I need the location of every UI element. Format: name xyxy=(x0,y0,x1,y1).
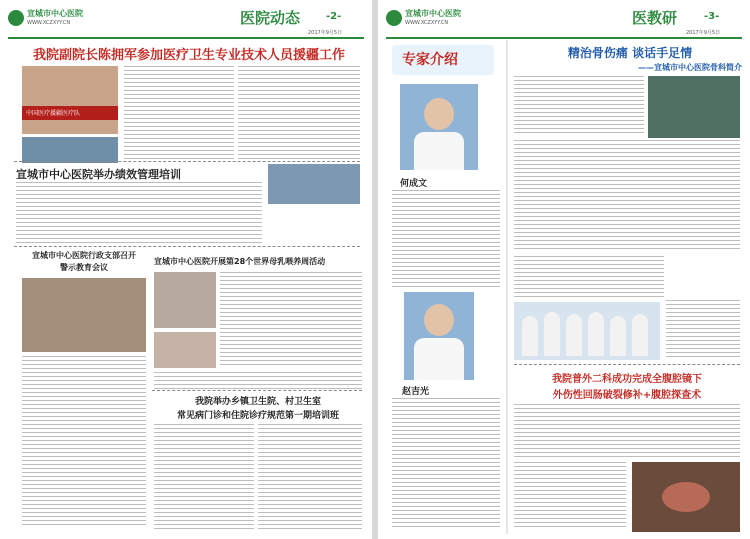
article-rural-col1 xyxy=(154,424,254,532)
hospital-logo xyxy=(386,8,478,32)
photo-laparoscopy xyxy=(632,462,740,532)
section-title: 医教研 xyxy=(632,9,678,27)
expert-title-box xyxy=(392,45,494,75)
logo-icon xyxy=(386,10,402,26)
headline-laparoscopy-2: 外伤性回肠破裂修补+腹腔探查术 xyxy=(552,390,702,401)
logo-name: 宣城市中心医院 xyxy=(27,9,83,18)
headline-aid-xinjiang: 我院副院长陈拥军参加医疗卫生专业技术人员援疆工作 xyxy=(32,48,345,63)
article-performance xyxy=(16,182,262,246)
issue-date: 2017年9月5日 xyxy=(308,30,343,36)
page-number: -3- xyxy=(704,11,720,22)
expert-bio-zhao xyxy=(392,398,500,532)
headline-rural-training-1: 我院举办乡镇卫生院、村卫生室 xyxy=(194,397,321,407)
headline-warning-meeting-2: 警示教育会议 xyxy=(60,263,108,272)
photo-warning-meeting xyxy=(22,278,146,352)
expert-name-he: 何成文 xyxy=(400,179,428,189)
article-laparoscopy-end xyxy=(514,462,626,532)
article-laparoscopy-body xyxy=(514,404,740,460)
hospital-logo xyxy=(8,8,100,32)
headline-warning-meeting-1: 宣城市中心医院行政支部召开 xyxy=(32,251,136,260)
divider xyxy=(514,364,740,365)
photo-breastfeeding-2 xyxy=(154,332,216,368)
photo-expert-zhao xyxy=(404,292,474,380)
article-breastfeeding xyxy=(220,272,362,368)
photo-banner-text: 中国医疗援疆医疗队 xyxy=(26,110,81,117)
article-rural-col2 xyxy=(258,424,362,532)
article-aid-col1 xyxy=(124,66,234,162)
column-divider xyxy=(506,40,508,534)
article-ortho-awards xyxy=(514,256,664,300)
article-warning-meeting xyxy=(22,356,146,532)
headline-orthopedics-subtitle: ——宣城市中心医院骨科简介 xyxy=(638,63,742,72)
photo-ortho-surgery xyxy=(648,76,740,138)
headline-rural-training-2: 常见病门诊和住院诊疗规范第一期培训班 xyxy=(176,411,339,421)
photo-aid-team xyxy=(22,66,118,134)
photo-training-hall xyxy=(268,164,360,204)
expert-section-title: 专家介绍 xyxy=(402,52,458,68)
expert-bio-he xyxy=(392,190,500,290)
logo-url: WWW.XCZXYY.CN xyxy=(405,20,449,26)
issue-date: 2017年9月5日 xyxy=(686,30,721,36)
article-ortho-body xyxy=(514,140,740,252)
headline-performance-training: 宣城市中心医院举办绩效管理培训 xyxy=(16,168,181,181)
masthead-left xyxy=(8,6,364,36)
page-number: -2- xyxy=(326,11,342,22)
headline-orthopedics: 精治骨伤痛 谈话手足情 xyxy=(567,46,693,60)
divider xyxy=(152,390,362,391)
article-ortho-intro xyxy=(514,76,644,136)
masthead-rule xyxy=(8,37,364,39)
masthead-rule xyxy=(386,37,742,39)
expert-name-zhao: 赵吉光 xyxy=(402,387,430,397)
logo-icon xyxy=(8,10,24,26)
section-title: 医院动态 xyxy=(240,9,301,27)
headline-breastfeeding-week: 宣城市中心医院开展第28个世界母乳喂养周活动 xyxy=(154,257,326,266)
divider xyxy=(14,161,360,162)
photo-expert-he xyxy=(400,84,478,170)
photo-ortho-team xyxy=(514,302,660,360)
masthead-right xyxy=(386,6,742,36)
page-right xyxy=(378,0,750,539)
logo-name: 宣城市中心医院 xyxy=(405,9,461,18)
logo-url: WWW.XCZXYY.CN xyxy=(27,20,71,26)
page-left xyxy=(0,0,372,539)
headline-laparoscopy-1: 我院普外二科成功完成全腹腔镜下 xyxy=(552,374,702,385)
photo-aid-ceremony xyxy=(22,137,118,163)
article-aid-col2 xyxy=(238,66,360,162)
photo-breastfeeding-1 xyxy=(154,272,216,328)
divider xyxy=(14,246,360,247)
article-ortho-closing xyxy=(666,300,740,360)
